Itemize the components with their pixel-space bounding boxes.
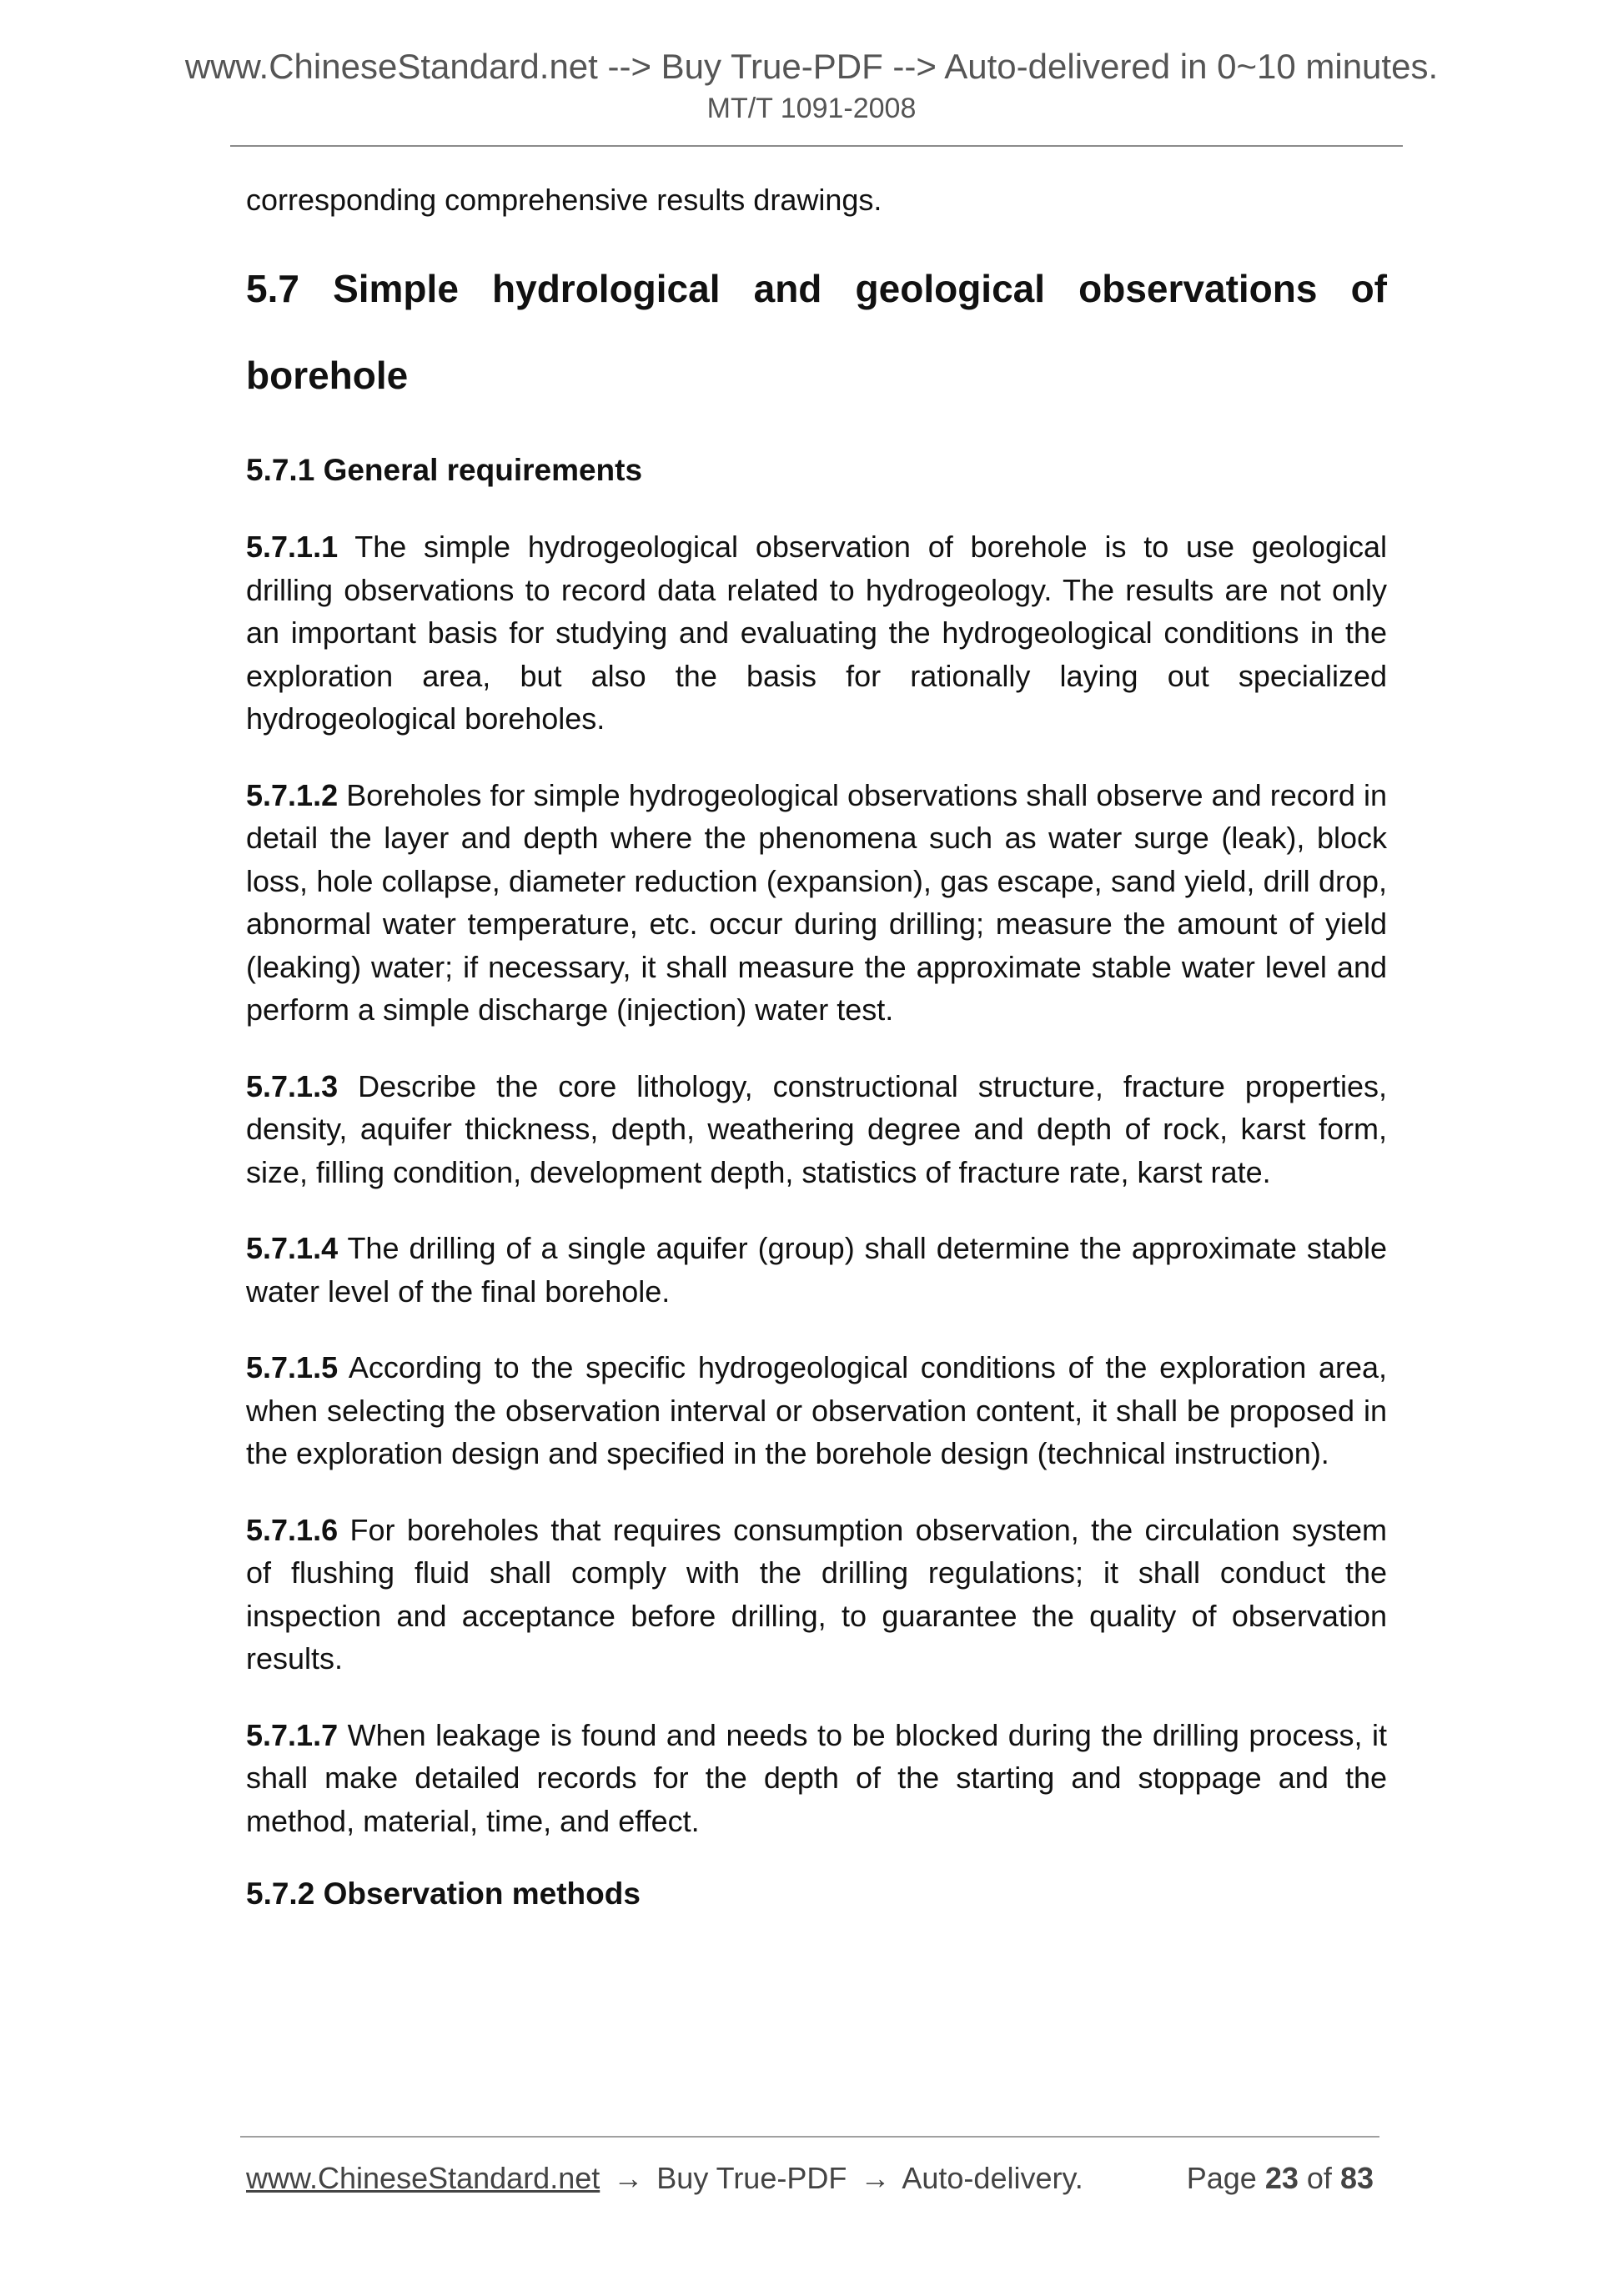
page-word: Page (1186, 2161, 1257, 2195)
of-word: of (1306, 2161, 1332, 2195)
clause-text: The drilling of a single aquifer (group) shall determine the approximate stable water level of the final borehole. (246, 1231, 1387, 1309)
page-number (1187, 2157, 1374, 2200)
arrow-right-icon: → (613, 2161, 644, 2195)
page-body (246, 178, 1387, 1916)
subsection-heading-observation-methods: 5.7.2 Observation methods (246, 1876, 641, 1911)
clause-number: 5.7.1.5 (246, 1350, 339, 1384)
header-divider (230, 145, 1403, 147)
page-total: 83 (1339, 2161, 1374, 2195)
clause-number: 5.7.1.4 (246, 1231, 339, 1265)
clause-paragraph (246, 1227, 1387, 1313)
clause-paragraph (246, 525, 1387, 741)
footer-left (246, 2157, 1083, 2200)
clause-text: When leakage is found and needs to be blocked during the drilling process, it shall make detailed records for the depth of the starting and stoppage and the method, material, time, and effect. (246, 1717, 1387, 1838)
delivery-text: Auto-delivery. (902, 2161, 1083, 2195)
arrow-right-icon: → (860, 2161, 891, 2195)
page-header (0, 43, 1623, 127)
clause-text: For boreholes that requires consumption observation, the circulation system of flushing fluid shall comply with the drilling regulations; it shall conduct the inspection and acceptance before drilling, to guarantee the quality of observation results. (246, 1512, 1387, 1676)
clause-text: According to the specific hydrogeological conditions of the exploration area, when selecting the observation interval or observation content, it shall be proposed in the exploration design and specified in the borehole design (technical instruction). (246, 1350, 1387, 1470)
subsection-heading-general-requirements: 5.7.1 General requirements (246, 453, 643, 487)
clause-paragraph (246, 1065, 1387, 1194)
clause-number: 5.7.1.1 (246, 530, 339, 564)
page-current: 23 (1264, 2161, 1299, 2195)
clause-paragraph (246, 774, 1387, 1032)
clause-number: 5.7.1.6 (246, 1512, 339, 1547)
clause-number: 5.7.1.3 (246, 1068, 339, 1103)
clause-paragraph (246, 1509, 1387, 1681)
clause-text: Boreholes for simple hydrogeological observations shall observe and record in detail the layer and depth where the phenomena such as water surge (leak), block loss, hole collapse, diameter reduction (expansion), gas escape, sand yield, drill drop, abnormal water temperature, etc. occur during drilling; measure the amount of yield (leaking) water; if necessary, it shall measure the approximate stable water level and perform a simple discharge (injection) water test. (246, 777, 1387, 1027)
clause-paragraph (246, 1346, 1387, 1475)
section-heading: 5.7 Simple hydrological and geological observations of borehole (246, 267, 1387, 397)
lead-text: corresponding comprehensive results drawings. (246, 183, 882, 217)
clause-number: 5.7.1.2 (246, 777, 339, 812)
site-link[interactable]: www.ChineseStandard.net (246, 2161, 600, 2195)
header-banner: www.ChineseStandard.net --> Buy True-PDF --> Auto-delivered in 0~10 minutes. (184, 47, 1439, 86)
footer-divider (240, 2136, 1379, 2138)
clause-paragraph (246, 1714, 1387, 1843)
clause-text: The simple hydrogeological observation of borehole is to use geological drilling observations to record data related to hydrogeology. The results are not only an important basis for studying and evaluating the hydrogeological conditions in the exploration area, but also the basis for rationally laying out specialized hydrogeological boreholes. (246, 530, 1387, 736)
page-footer (246, 2157, 1374, 2200)
clause-text: Describe the core lithology, constructional structure, fracture properties, density, aquifer thickness, depth, weathering degree and depth of rock, karst form, size, filling condition, development depth, statistics of fracture rate, karst rate. (246, 1068, 1387, 1189)
buy-text: Buy True-PDF (656, 2161, 847, 2195)
standard-code: MT/T 1091-2008 (706, 93, 917, 124)
clause-number: 5.7.1.7 (246, 1717, 339, 1752)
